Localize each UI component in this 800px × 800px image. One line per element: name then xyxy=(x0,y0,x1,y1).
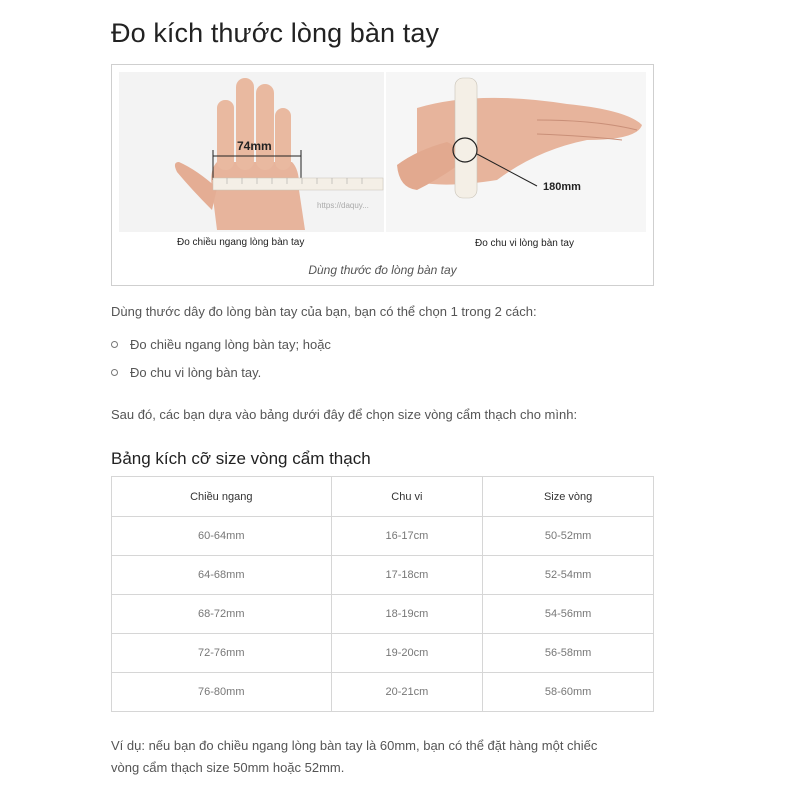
table-header-row xyxy=(112,477,654,517)
example-line-2: vòng cẩm thạch size 50mm hoặc 52mm. xyxy=(111,760,345,775)
table-row xyxy=(112,634,654,673)
table-row xyxy=(112,517,654,556)
measurement-figure xyxy=(111,64,654,286)
table-row xyxy=(112,673,654,712)
right-caption: Đo chu vi lòng bàn tay xyxy=(475,238,574,249)
example-line-1: Ví dụ: nếu bạn đo chiều ngang lòng bàn tay là 60mm, bạn có thể đặt hàng một chiếc xyxy=(111,738,598,753)
cell-circumference: 18-19cm xyxy=(331,595,483,634)
after-text: Sau đó, các bạn dựa vào bảng dưới đây để chọn size vòng cẩm thạch cho mình: xyxy=(111,407,578,422)
table-row xyxy=(112,595,654,634)
cell-circumference: 20-21cm xyxy=(331,673,483,712)
table-row xyxy=(112,556,654,595)
cell-circumference: 16-17cm xyxy=(331,517,483,556)
cell-size: 52-54mm xyxy=(483,556,654,595)
header-circumference: Chu vi xyxy=(331,477,483,517)
cell-width: 76-80mm xyxy=(112,673,332,712)
cell-width: 60-64mm xyxy=(112,517,332,556)
right-measure-label: 180mm xyxy=(543,181,581,193)
cell-size: 50-52mm xyxy=(483,517,654,556)
left-measure-label: 74mm xyxy=(237,139,272,153)
bullet-icon xyxy=(111,369,118,376)
size-table xyxy=(111,476,654,712)
page-title: Đo kích thước lòng bàn tay xyxy=(111,18,440,48)
cell-size: 54-56mm xyxy=(483,595,654,634)
intro-text: Dùng thước dây đo lòng bàn tay của bạn, bạn có thể chọn 1 trong 2 cách: xyxy=(111,304,537,319)
option-item: Đo chu vi lòng bàn tay. xyxy=(111,365,261,380)
cell-circumference: 19-20cm xyxy=(331,634,483,673)
cell-circumference: 17-18cm xyxy=(331,556,483,595)
cell-size: 58-60mm xyxy=(483,673,654,712)
option-item: Đo chiều ngang lòng bàn tay; hoặc xyxy=(111,337,331,352)
left-caption: Đo chiều ngang lòng bàn tay xyxy=(177,237,305,248)
cell-width: 64-68mm xyxy=(112,556,332,595)
bullet-icon xyxy=(111,341,118,348)
watermark: https://daquy... xyxy=(317,201,369,210)
header-size: Size vòng xyxy=(483,477,654,517)
left-palm-shape xyxy=(211,162,305,230)
table-title: Bảng kích cỡ size vòng cẩm thạch xyxy=(111,449,371,468)
figure-caption: Dùng thước đo lòng bàn tay xyxy=(308,263,457,277)
cell-width: 68-72mm xyxy=(112,595,332,634)
cell-size: 56-58mm xyxy=(483,634,654,673)
cell-width: 72-76mm xyxy=(112,634,332,673)
hand-measurement-illustration xyxy=(117,70,648,260)
header-width: Chiều ngang xyxy=(112,477,332,517)
